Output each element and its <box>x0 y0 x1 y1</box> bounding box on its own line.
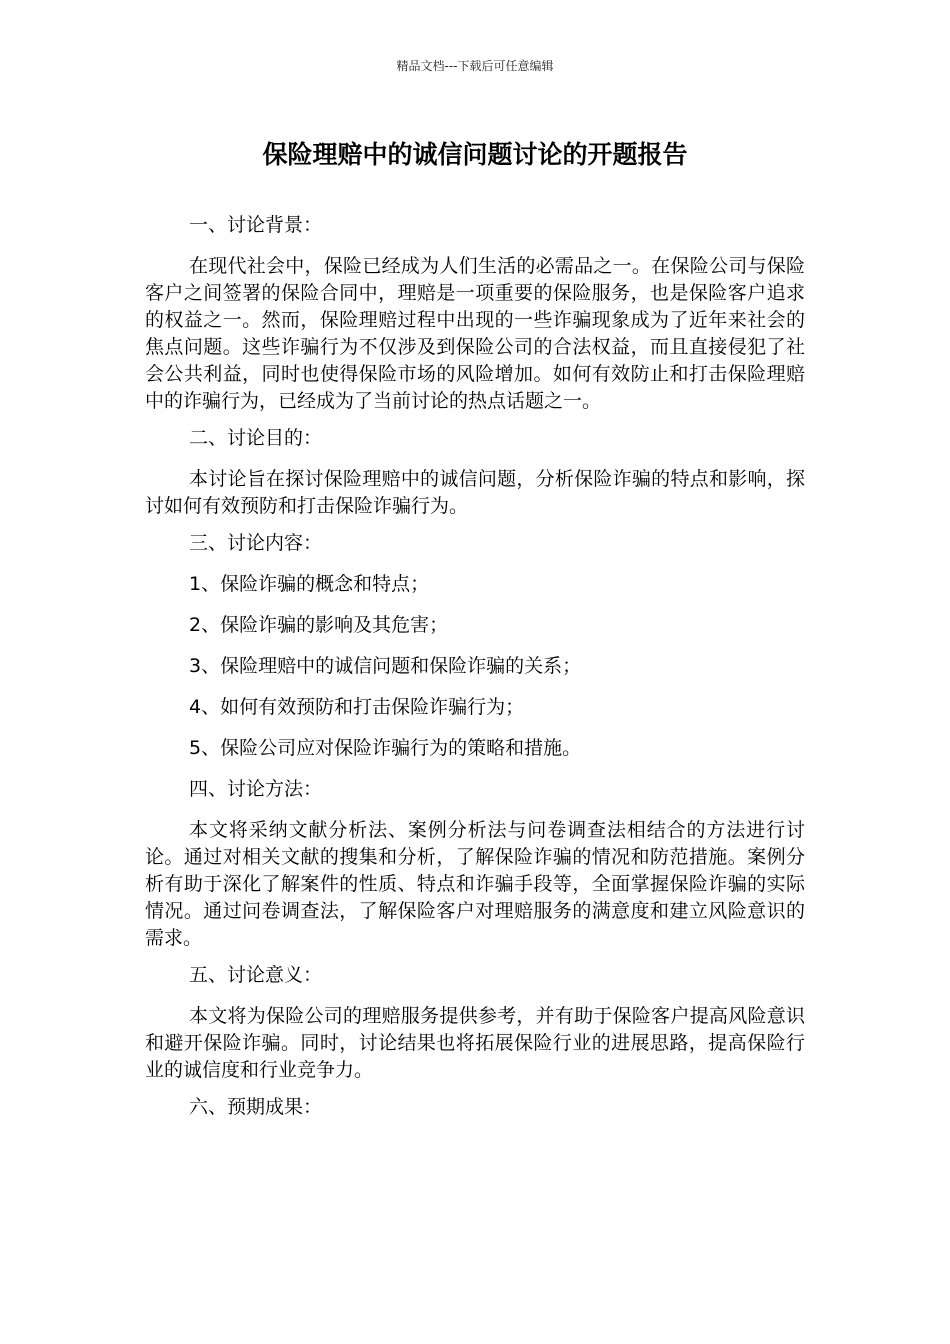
list-item: 3、保险理赔中的诚信问题和保险诈骗的关系； <box>189 655 582 677</box>
section-heading-background: 一、讨论背景： <box>189 214 323 236</box>
page-header: 精品文档---下载后可任意编辑 <box>396 59 554 73</box>
list-item: 2、保险诈骗的影响及其危害； <box>189 614 449 636</box>
paragraph-purpose: 本讨论旨在探讨保险理赔中的诚信问题，分析保险诈骗的特点和影响，探讨如何有效预防和打击保险诈骗行为。 <box>145 468 805 517</box>
document-body <box>145 212 805 1135</box>
list-item: 5、保险公司应对保险诈骗行为的策略和措施。 <box>189 737 582 759</box>
section-heading-significance: 五、讨论意义： <box>189 964 323 986</box>
section-heading-content: 三、讨论内容： <box>189 532 323 554</box>
list-item: 1、保险诈骗的概念和特点； <box>189 573 430 595</box>
section-heading-outcome: 六、预期成果： <box>189 1096 323 1118</box>
section-heading-method: 四、讨论方法： <box>189 778 323 800</box>
paragraph-background: 在现代社会中，保险已经成为人们生活的必需品之一。在保险公司与保险客户之间签署的保险合同中，理赔是一项重要的保险服务，也是保险客户追求的权益之一。然而，保险理赔过程中出现的一些诈骗现象成为了近年来社会的焦点问题。这些诈骗行为不仅涉及到保险公司的合法权益，而且直接侵犯了社会公共利益，同时也使得保险市场的风险增加。如何有效防止和打击保险理赔中的诈骗行为，已经成为了当前讨论的热点话题之一。 <box>145 255 805 412</box>
document-title: 保险理赔中的诚信问题讨论的开题报告 <box>262 140 688 169</box>
list-item: 4、如何有效预防和打击保险诈骗行为； <box>189 696 525 718</box>
section-heading-purpose: 二、讨论目的： <box>189 427 323 449</box>
paragraph-method: 本文将采纳文献分析法、案例分析法与问卷调查法相结合的方法进行讨论。通过对相关文献的搜集和分析，了解保险诈骗的情况和防范措施。案例分析有助于深化了解案件的性质、特点和诈骗手段等，全面掌握保险诈骗的实际情况。通过问卷调查法，了解保险客户对理赔服务的满意度和建立风险意识的需求。 <box>145 819 805 949</box>
paragraph-significance: 本文将为保险公司的理赔服务提供参考，并有助于保险客户提高风险意识和避开保险诈骗。同时，讨论结果也将拓展保险行业的进展思路，提高保险行业的诚信度和行业竞争力。 <box>145 1005 805 1081</box>
